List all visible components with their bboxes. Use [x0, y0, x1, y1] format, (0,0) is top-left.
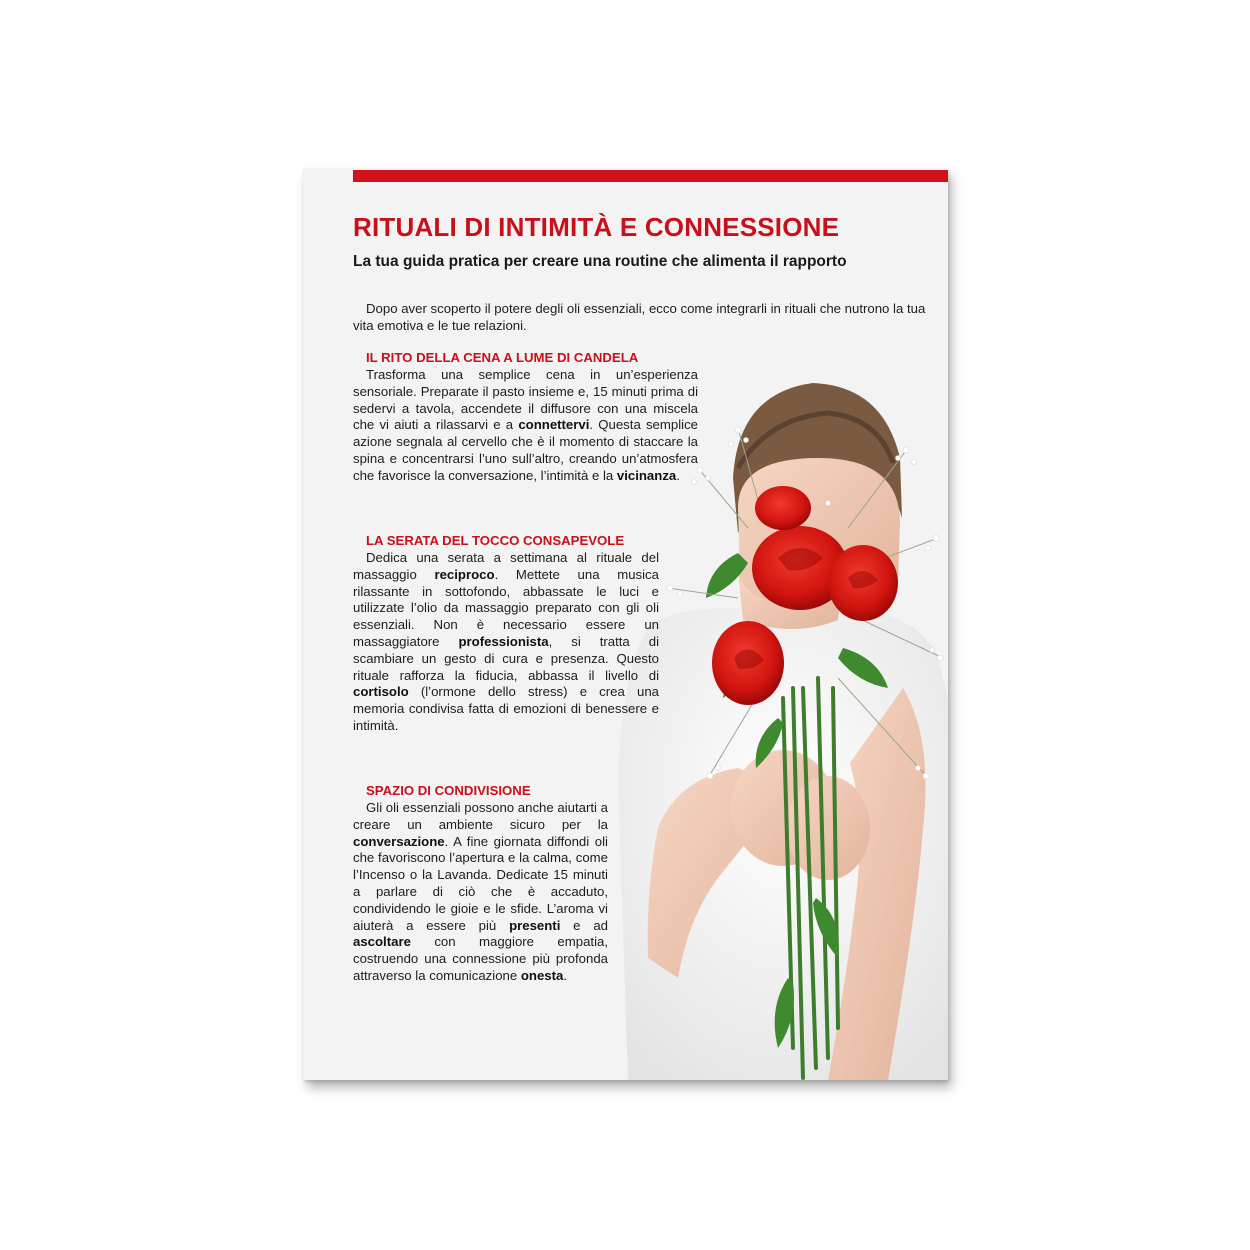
section-body: Dedica una serata a settimana al rituale del massaggio reciproco. Mettete una musica rilassante in sottofondo, abbassate le luci e utilizzate l’olio da massaggio preparato con gli oli essenziali. Non è necessario essere un massaggiatore professionista, si tratta di scambiare un gesto di cura e presenza. Questo rituale rafforza la fiducia, abbassa il livello di cortisolo (l’ormone dello stress) e crea una memoria condivisa fatta di emozioni di benessere e intimità.	[353, 550, 659, 733]
intro-paragraph: Dopo aver scoperto il potere degli oli essenziali, ecco come integrarli in rituali che nutrono la tua vita emotiva e le tue relazioni.	[353, 301, 926, 333]
section-candlelight-dinner	[353, 350, 698, 485]
section-heading: LA SERATA DEL TOCCO CONSAPEVOLE	[366, 533, 625, 548]
document-title: RITUALI DI INTIMITÀ E CONNESSIONE	[353, 212, 840, 242]
document-subtitle: La tua guida pratica per creare una routine che alimenta il rapporto	[353, 253, 847, 270]
section-mindful-touch	[353, 533, 659, 735]
top-accent-bar	[353, 170, 948, 182]
document-page	[303, 168, 948, 1080]
section-heading: SPAZIO DI CONDIVISIONE	[366, 783, 531, 798]
section-sharing-space	[353, 783, 608, 985]
section-body: Gli oli essenziali possono anche aiutarti a creare un ambiente sicuro per la conversazione. A fine giornata diffondi oli che favoriscono l’apertura e la calma, come l’Incenso o la Lavanda. Dedicate 15 minuti a parlare di ciò che è accaduto, condividendo le gioie e le sfide. L’aroma vi aiuterà a essere più presenti e ad ascoltare con maggiore empatia, costruendo una connessione più profonda attraverso la comunicazione onesta.	[353, 800, 608, 983]
section-heading: IL RITO DELLA CENA A LUME DI CANDELA	[366, 350, 639, 365]
section-body: Trasforma una semplice cena in un’esperienza sensoriale. Preparate il pasto insieme e, 15 minuti prima di sedervi a tavola, accendete il diffusore con una miscela che vi aiuti a rilassarvi e a connettervi. Questa semplice azione segnala al cervello che è il momento di staccare la spina e concentrarsi l’uno sull’altro, creando un’atmosfera che favorisce la conversazione, l’intimità e la vicinanza.	[353, 367, 698, 483]
